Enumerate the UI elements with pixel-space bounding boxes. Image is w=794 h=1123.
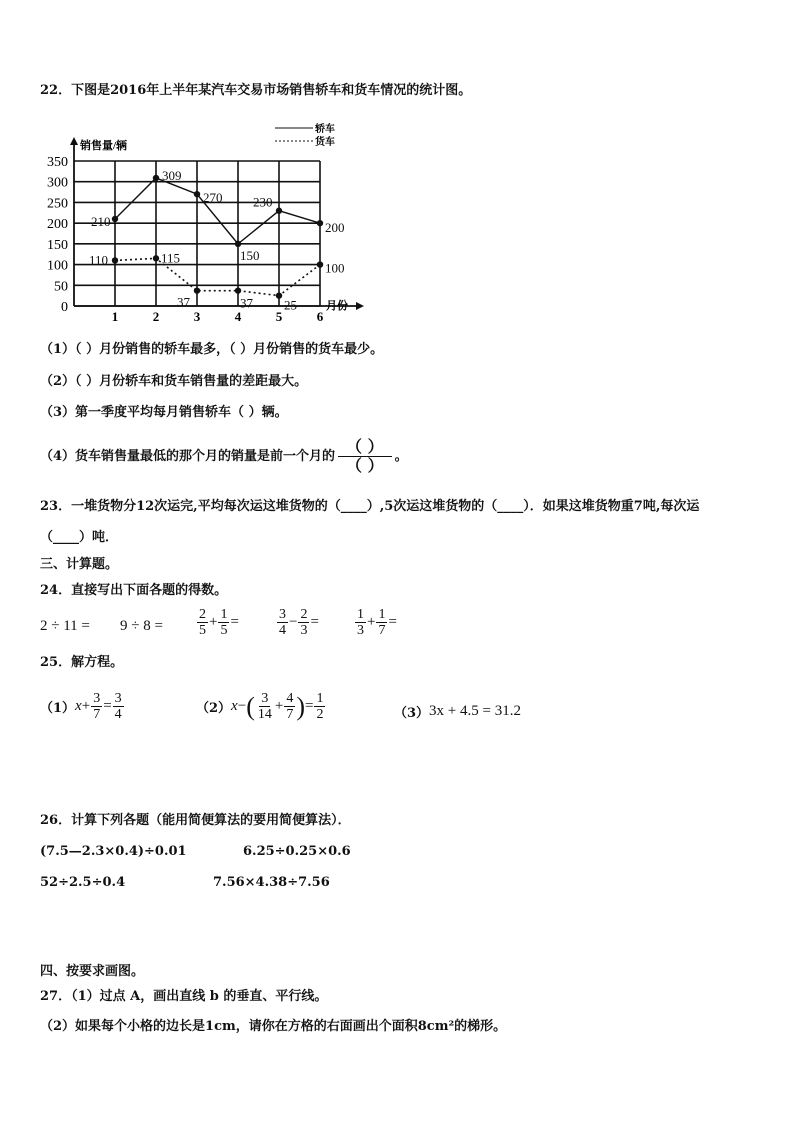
q25-eq-3: （3） 3x + 4.5 = 31.2 (394, 703, 521, 721)
data-point (194, 191, 200, 197)
blank-numerator: （ ） (338, 438, 392, 457)
fraction: $\frac{1}{7}$ (378, 607, 386, 638)
q25-title: 25．解方程。 (40, 655, 124, 670)
data-label: 100 (325, 260, 345, 276)
fraction: $\frac{1}{5}$ (220, 607, 228, 638)
series-line (115, 178, 320, 244)
x-axis-label: 月份 (326, 300, 348, 312)
data-point (194, 287, 200, 293)
data-label: 210 (91, 214, 111, 229)
blank-fraction (338, 438, 392, 475)
q26-title: 26．计算下列各题（能用简便算法的要用简便算法）． (40, 813, 351, 828)
x-axis-arrow (356, 302, 364, 310)
data-label: 110 (89, 252, 109, 268)
fraction: $\frac{2}{3}$ (300, 607, 308, 638)
q22-sub1: （1）（ ）月份销售的轿车最多，（ ）月份销售的货车最少。 (40, 342, 384, 357)
x-tick-label: 4 (234, 309, 242, 324)
data-label: 270 (203, 190, 223, 206)
q24-expr-5: $\frac{1}{3}$ + $\frac{1}{7}$ = (357, 607, 397, 638)
data-point (153, 175, 159, 181)
q24-title: 24．直接写出下面各题的得数。 (40, 583, 228, 598)
y-tick-label: 100 (47, 258, 68, 274)
section-3-heading: 三、计算题。 (40, 557, 119, 572)
q26-expr-2: 6.25÷0.25×0.6 (243, 844, 351, 859)
q22-sub4 (40, 438, 408, 475)
y-tick-label: 200 (47, 217, 68, 233)
q24-expr-2: 9 ÷ 8 = (120, 618, 163, 634)
y-tick-label: 0 (61, 300, 68, 315)
q22-sub3: （3）第一季度平均每月销售轿车（ ）辆。 (40, 405, 288, 420)
q22-sub2: （2）（ ）月份轿车和货车销售量的差距最大。 (40, 374, 308, 389)
q26-expr-4: 7.56×4.38÷7.56 (213, 875, 330, 890)
fraction: $\frac{4}{7}$ (286, 691, 294, 722)
data-point (317, 261, 323, 267)
data-label: 37 (177, 294, 190, 310)
legend-label: 轿车 (315, 124, 335, 135)
y-axis-label: 销售量/辆 (80, 140, 128, 152)
x-tick-label: 6 (316, 309, 324, 324)
legend-label: 货车 (315, 137, 335, 148)
data-point (112, 257, 118, 263)
q24-expr-4: $\frac{3}{4}$ − $\frac{2}{3}$ = (279, 607, 319, 638)
q26-expr-1: (7.5—2.3×0.4)÷0.01 (40, 844, 187, 859)
y-tick-label: 50 (54, 279, 68, 295)
fraction: $\frac{3}{4}$ (114, 691, 122, 722)
x-tick-label: 1 (111, 309, 119, 324)
x-tick-label: 2 (152, 309, 160, 324)
data-label: 37 (240, 295, 253, 311)
data-label: 200 (325, 220, 345, 236)
sales-line-chart (30, 116, 410, 326)
y-tick-label: 300 (47, 175, 68, 191)
blank-denominator: （ ） (346, 456, 384, 475)
q25-eq-1: （1） x + $\frac{3}{7}$ = $\frac{3}{4}$ (40, 691, 122, 722)
data-point (235, 287, 241, 293)
data-label: 115 (161, 250, 181, 266)
fraction: $\frac{1}{3}$ (357, 607, 364, 638)
y-tick-label: 150 (47, 237, 68, 253)
data-label: 230 (253, 194, 273, 210)
y-tick-label: 350 (47, 155, 68, 170)
data-point (317, 220, 323, 226)
data-point (276, 292, 282, 298)
y-axis-arrow (70, 137, 78, 145)
fraction: $\frac{3}{14}$ (257, 691, 272, 722)
q24-expr-3: $\frac{2}{5}$ + $\frac{1}{5}$ = (199, 607, 239, 638)
section-4-heading: 四、按要求画图。 (40, 964, 145, 979)
q22-title: 22．下图是2016年上半年某汽车交易市场销售轿车和货车情况的统计图。 (40, 83, 472, 98)
q22-sub4-text: （4）货车销售量最低的那个月的销量是前一个月的 (40, 448, 336, 464)
y-tick-label: 250 (47, 196, 68, 212)
data-label: 309 (162, 167, 182, 183)
q24-expr-1: 2 ÷ 11 = (40, 618, 90, 634)
q23-line2: （____）吨． (40, 530, 119, 545)
x-tick-label: 3 (193, 309, 201, 324)
q22-sub4-end: 。 (394, 448, 408, 464)
data-point (112, 216, 118, 222)
data-point (276, 208, 282, 214)
q26-expr-3: 52÷2.5÷0.4 (40, 875, 126, 890)
fraction: $\frac{2}{5}$ (199, 607, 206, 638)
q27-part-2: （2）如果每个小格的边长是1cm，请你在方格的右面画出个面积8cm²的梯形。 (40, 1019, 507, 1034)
x-tick-label: 5 (275, 309, 283, 324)
data-label: 150 (240, 247, 260, 263)
fraction: $\frac{1}{2}$ (316, 691, 324, 722)
fraction: $\frac{3}{4}$ (279, 607, 286, 638)
q27-part-1: 27．（1）过点 A，画出直线 b 的垂直、平行线。 (40, 989, 328, 1004)
q25-eq-2: （2） x − ( $\frac{3}{14}$ + $\frac{4}{7}$ ) = $\frac{1}{2}$ (196, 691, 324, 722)
data-point (153, 255, 159, 261)
data-label: 25 (284, 297, 297, 313)
data-point (235, 241, 241, 247)
q23-line1: 23．一堆货物分12次运完,平均每次运这堆货物的（____）,5次运这堆货物的（____）．如果这堆货物重7吨,每次运 (40, 499, 700, 514)
fraction: $\frac{3}{7}$ (93, 691, 101, 722)
